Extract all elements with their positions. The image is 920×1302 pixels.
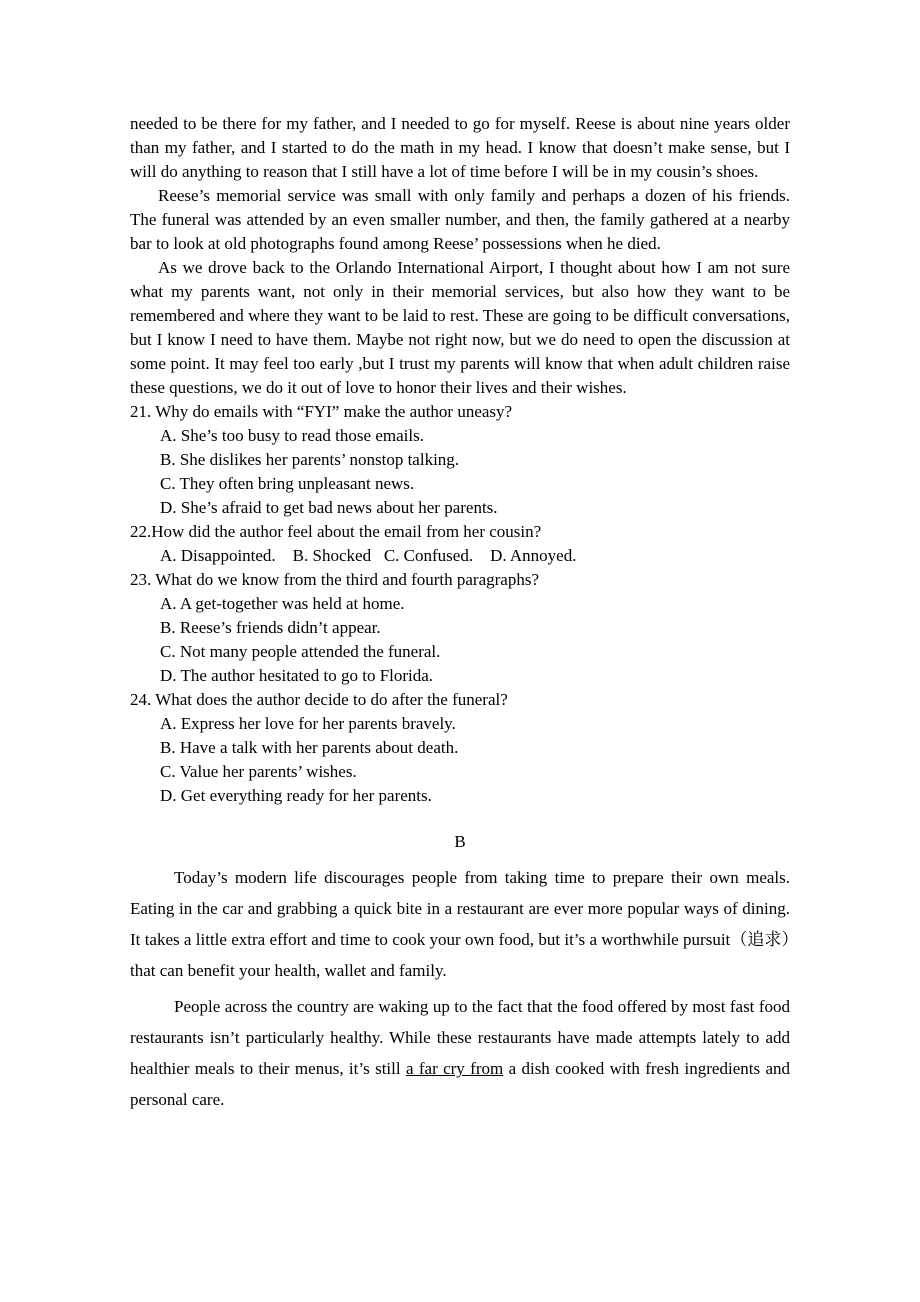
passage-a-paragraph-continuation: needed to be there for my father, and I needed to go for myself. Reese is about nine years older than my father, and I started to do the math in my head. I know that doesn’t make sense, but I will do anything to reason that I still have a lot of time before I will be in my cousin’s shoes. — [130, 114, 790, 181]
question-22-stem: 22.How did the author feel about the email from her cousin? — [130, 522, 542, 541]
question-23-option-a: A. A get-together was held at home. — [160, 594, 405, 613]
question-21 — [130, 400, 790, 520]
question-24-option-d: D. Get everything ready for her parents. — [160, 786, 432, 805]
question-24-option-a: A. Express her love for her parents bravely. — [160, 714, 456, 733]
question-21-option-c: C. They often bring unpleasant news. — [160, 474, 415, 493]
question-24-stem: 24. What does the author decide to do after the funeral? — [130, 690, 508, 709]
question-23 — [130, 568, 790, 688]
passage-a-paragraph-memorial: Reese’s memorial service was small with only family and perhaps a dozen of his friends. The funeral was attended by an even smaller number, and then, the family gathered at a nearby bar to look at old photographs found among Reese’ possessions when he died. — [130, 186, 790, 253]
question-23-stem: 23. What do we know from the third and fourth paragraphs? — [130, 570, 539, 589]
question-24-option-c: C. Value her parents’ wishes. — [160, 762, 357, 781]
question-24-option-b: B. Have a talk with her parents about death. — [160, 738, 459, 757]
section-b-label: B — [454, 832, 466, 851]
question-22 — [130, 520, 790, 568]
question-22-options-inline: A. Disappointed. B. Shocked C. Confused. D. Annoyed. — [160, 546, 577, 565]
question-24 — [130, 688, 790, 808]
question-23-option-c: C. Not many people attended the funeral. — [160, 642, 441, 661]
question-21-option-d: D. She’s afraid to get bad news about her parents. — [160, 498, 498, 517]
passage-b-paragraph-2-text-before: People across the country are waking up to the fact that the food offered by most fast food restaurants isn’t particularly healthy. While these restaurants have made attempts lately to add healthier meals to their menus, it’s still — [130, 997, 790, 1078]
question-23-option-b: B. Reese’s friends didn’t appear. — [160, 618, 381, 637]
question-21-option-a: A. She’s too busy to read those emails. — [160, 426, 424, 445]
passage-b-paragraph-2 — [130, 991, 790, 1115]
passage-a-paragraph-airport: As we drove back to the Orlando International Airport, I thought about how I am not sure what my parents want, not only in their memorial services, but also how they want to be remembered and where they want to be laid to rest. These are going to be difficult conversations, but I know I need to have them. Maybe not right now, but we do need to open the discussion at some point. It may feel too early ,but I trust my parents will know that when adult children raise these questions, we do it out of love to honor their lives and their wishes. — [130, 258, 790, 397]
passage-b-paragraph-1: Today’s modern life discourages people from taking time to prepare their own meals. Eating in the car and grabbing a quick bite in a restaurant are ever more popular ways of dining. It takes a little extra effort and time to cook your own food, but it’s a worthwhile pursuit（追求）that can benefit your health, wallet and family. — [130, 868, 790, 980]
question-21-stem: 21. Why do emails with “FYI” make the author uneasy? — [130, 402, 513, 421]
question-21-option-b: B. She dislikes her parents’ nonstop talking. — [160, 450, 460, 469]
question-23-option-d: D. The author hesitated to go to Florida. — [160, 666, 434, 685]
underlined-phrase-a-far-cry-from: a far cry from — [405, 1059, 504, 1078]
passage-b-paragraph-2-text-after: a dish cooked with fresh ingredients and personal care. — [130, 1059, 790, 1109]
